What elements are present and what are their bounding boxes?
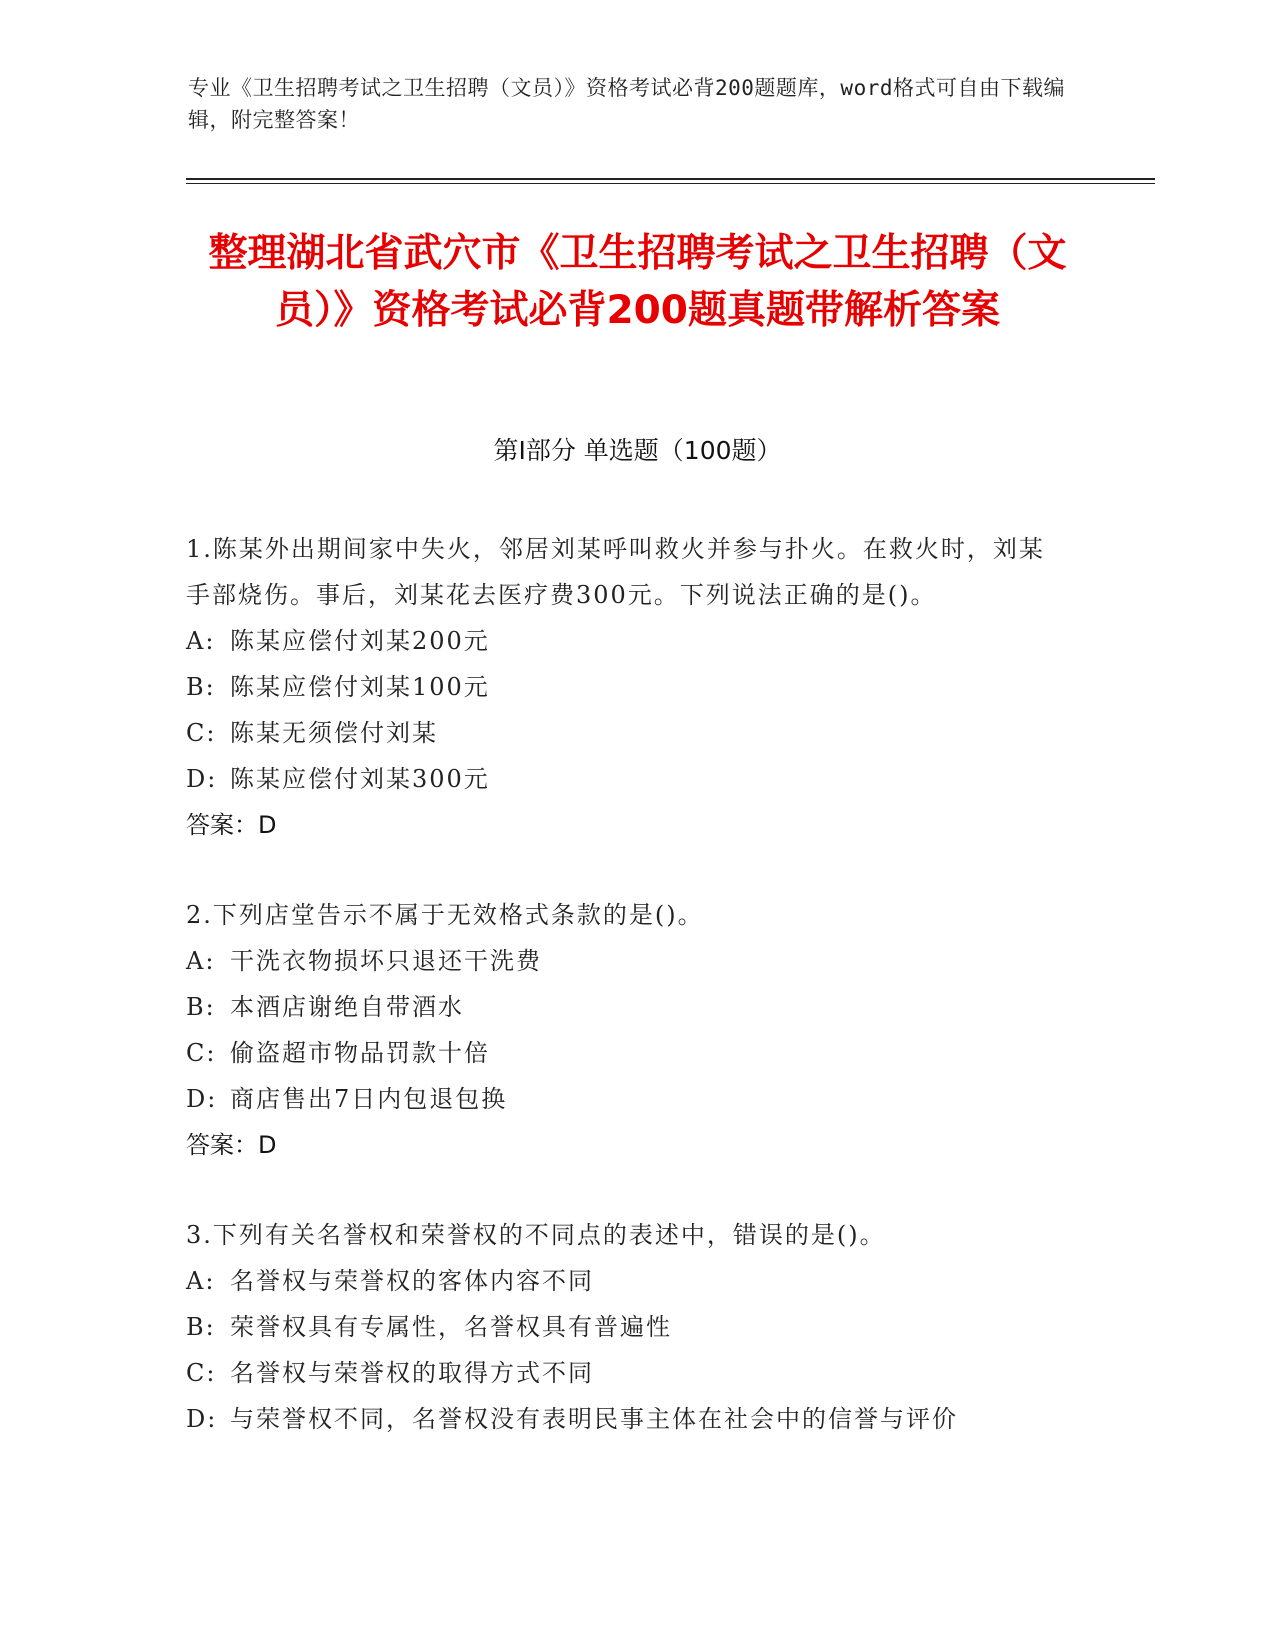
- option-letter: A:: [186, 1267, 216, 1295]
- document-title: 整理湖北省武穴市《卫生招聘考试之卫生招聘（文员）》资格考试必背200题真题带解析答案: [208, 231, 1067, 333]
- option-letter: A:: [186, 947, 216, 975]
- option-text: 名誉权与荣誉权的客体内容不同: [230, 1267, 594, 1295]
- option-d: [186, 1076, 1066, 1122]
- question-stem: 2.下列店堂告示不属于无效格式条款的是()。: [186, 901, 704, 929]
- option-b: [186, 984, 1066, 1030]
- option-letter: B:: [186, 1313, 216, 1341]
- header-note: 专业《卫生招聘考试之卫生招聘（文员）》资格考试必背200题题库，word格式可自由下载编辑，附完整答案！: [188, 76, 1065, 132]
- option-text: 偷盗超市物品罚款十倍: [230, 1039, 490, 1067]
- option-text: 荣誉权具有专属性，名誉权具有普遍性: [230, 1313, 672, 1341]
- option-b: [186, 664, 1066, 710]
- answer-line: 答案：D: [186, 811, 277, 839]
- option-d: [186, 1396, 1066, 1442]
- option-text: 商店售出7日内包退包换: [230, 1085, 508, 1113]
- option-text: 陈某应偿付刘某200元: [230, 627, 490, 655]
- option-text: 陈某应偿付刘某100元: [230, 673, 490, 701]
- question-list: [186, 526, 1066, 1486]
- question-2: [186, 892, 1066, 1168]
- option-letter: D:: [186, 1085, 218, 1113]
- option-letter: B:: [186, 993, 216, 1021]
- option-c: [186, 710, 1066, 756]
- option-letter: B:: [186, 673, 216, 701]
- question-stem: 1.陈某外出期间家中失火，邻居刘某呼叫救火并参与扑火。在救火时，刘某手部烧伤。事后，刘某花去医疗费300元。下列说法正确的是()。: [186, 535, 1045, 609]
- option-b: [186, 1304, 1066, 1350]
- option-letter: C:: [186, 1039, 217, 1067]
- option-c: [186, 1350, 1066, 1396]
- question-3: [186, 1212, 1066, 1442]
- option-text: 干洗衣物损坏只退还干洗费: [230, 947, 542, 975]
- option-text: 名誉权与荣誉权的取得方式不同: [230, 1359, 594, 1387]
- option-letter: A:: [186, 627, 216, 655]
- option-a: [186, 1258, 1066, 1304]
- option-text: 陈某无须偿付刘某: [230, 719, 438, 747]
- option-letter: D:: [186, 1405, 218, 1433]
- header-divider-thin: [186, 183, 1155, 184]
- option-text: 与荣誉权不同，名誉权没有表明民事主体在社会中的信誉与评价: [230, 1405, 958, 1433]
- section-heading: 第Ⅰ部分 单选题（100题）: [493, 436, 782, 465]
- option-letter: C:: [186, 1359, 217, 1387]
- option-text: 陈某应偿付刘某300元: [230, 765, 490, 793]
- option-text: 本酒店谢绝自带酒水: [230, 993, 464, 1021]
- question-stem: 3.下列有关名誉权和荣誉权的不同点的表述中，错误的是()。: [186, 1221, 886, 1249]
- option-letter: D:: [186, 765, 218, 793]
- question-1: [186, 526, 1066, 848]
- answer-line: 答案：D: [186, 1131, 277, 1159]
- option-c: [186, 1030, 1066, 1076]
- option-d: [186, 756, 1066, 802]
- option-letter: C:: [186, 719, 217, 747]
- option-a: [186, 938, 1066, 984]
- header-divider-thick: [186, 178, 1155, 180]
- option-a: [186, 618, 1066, 664]
